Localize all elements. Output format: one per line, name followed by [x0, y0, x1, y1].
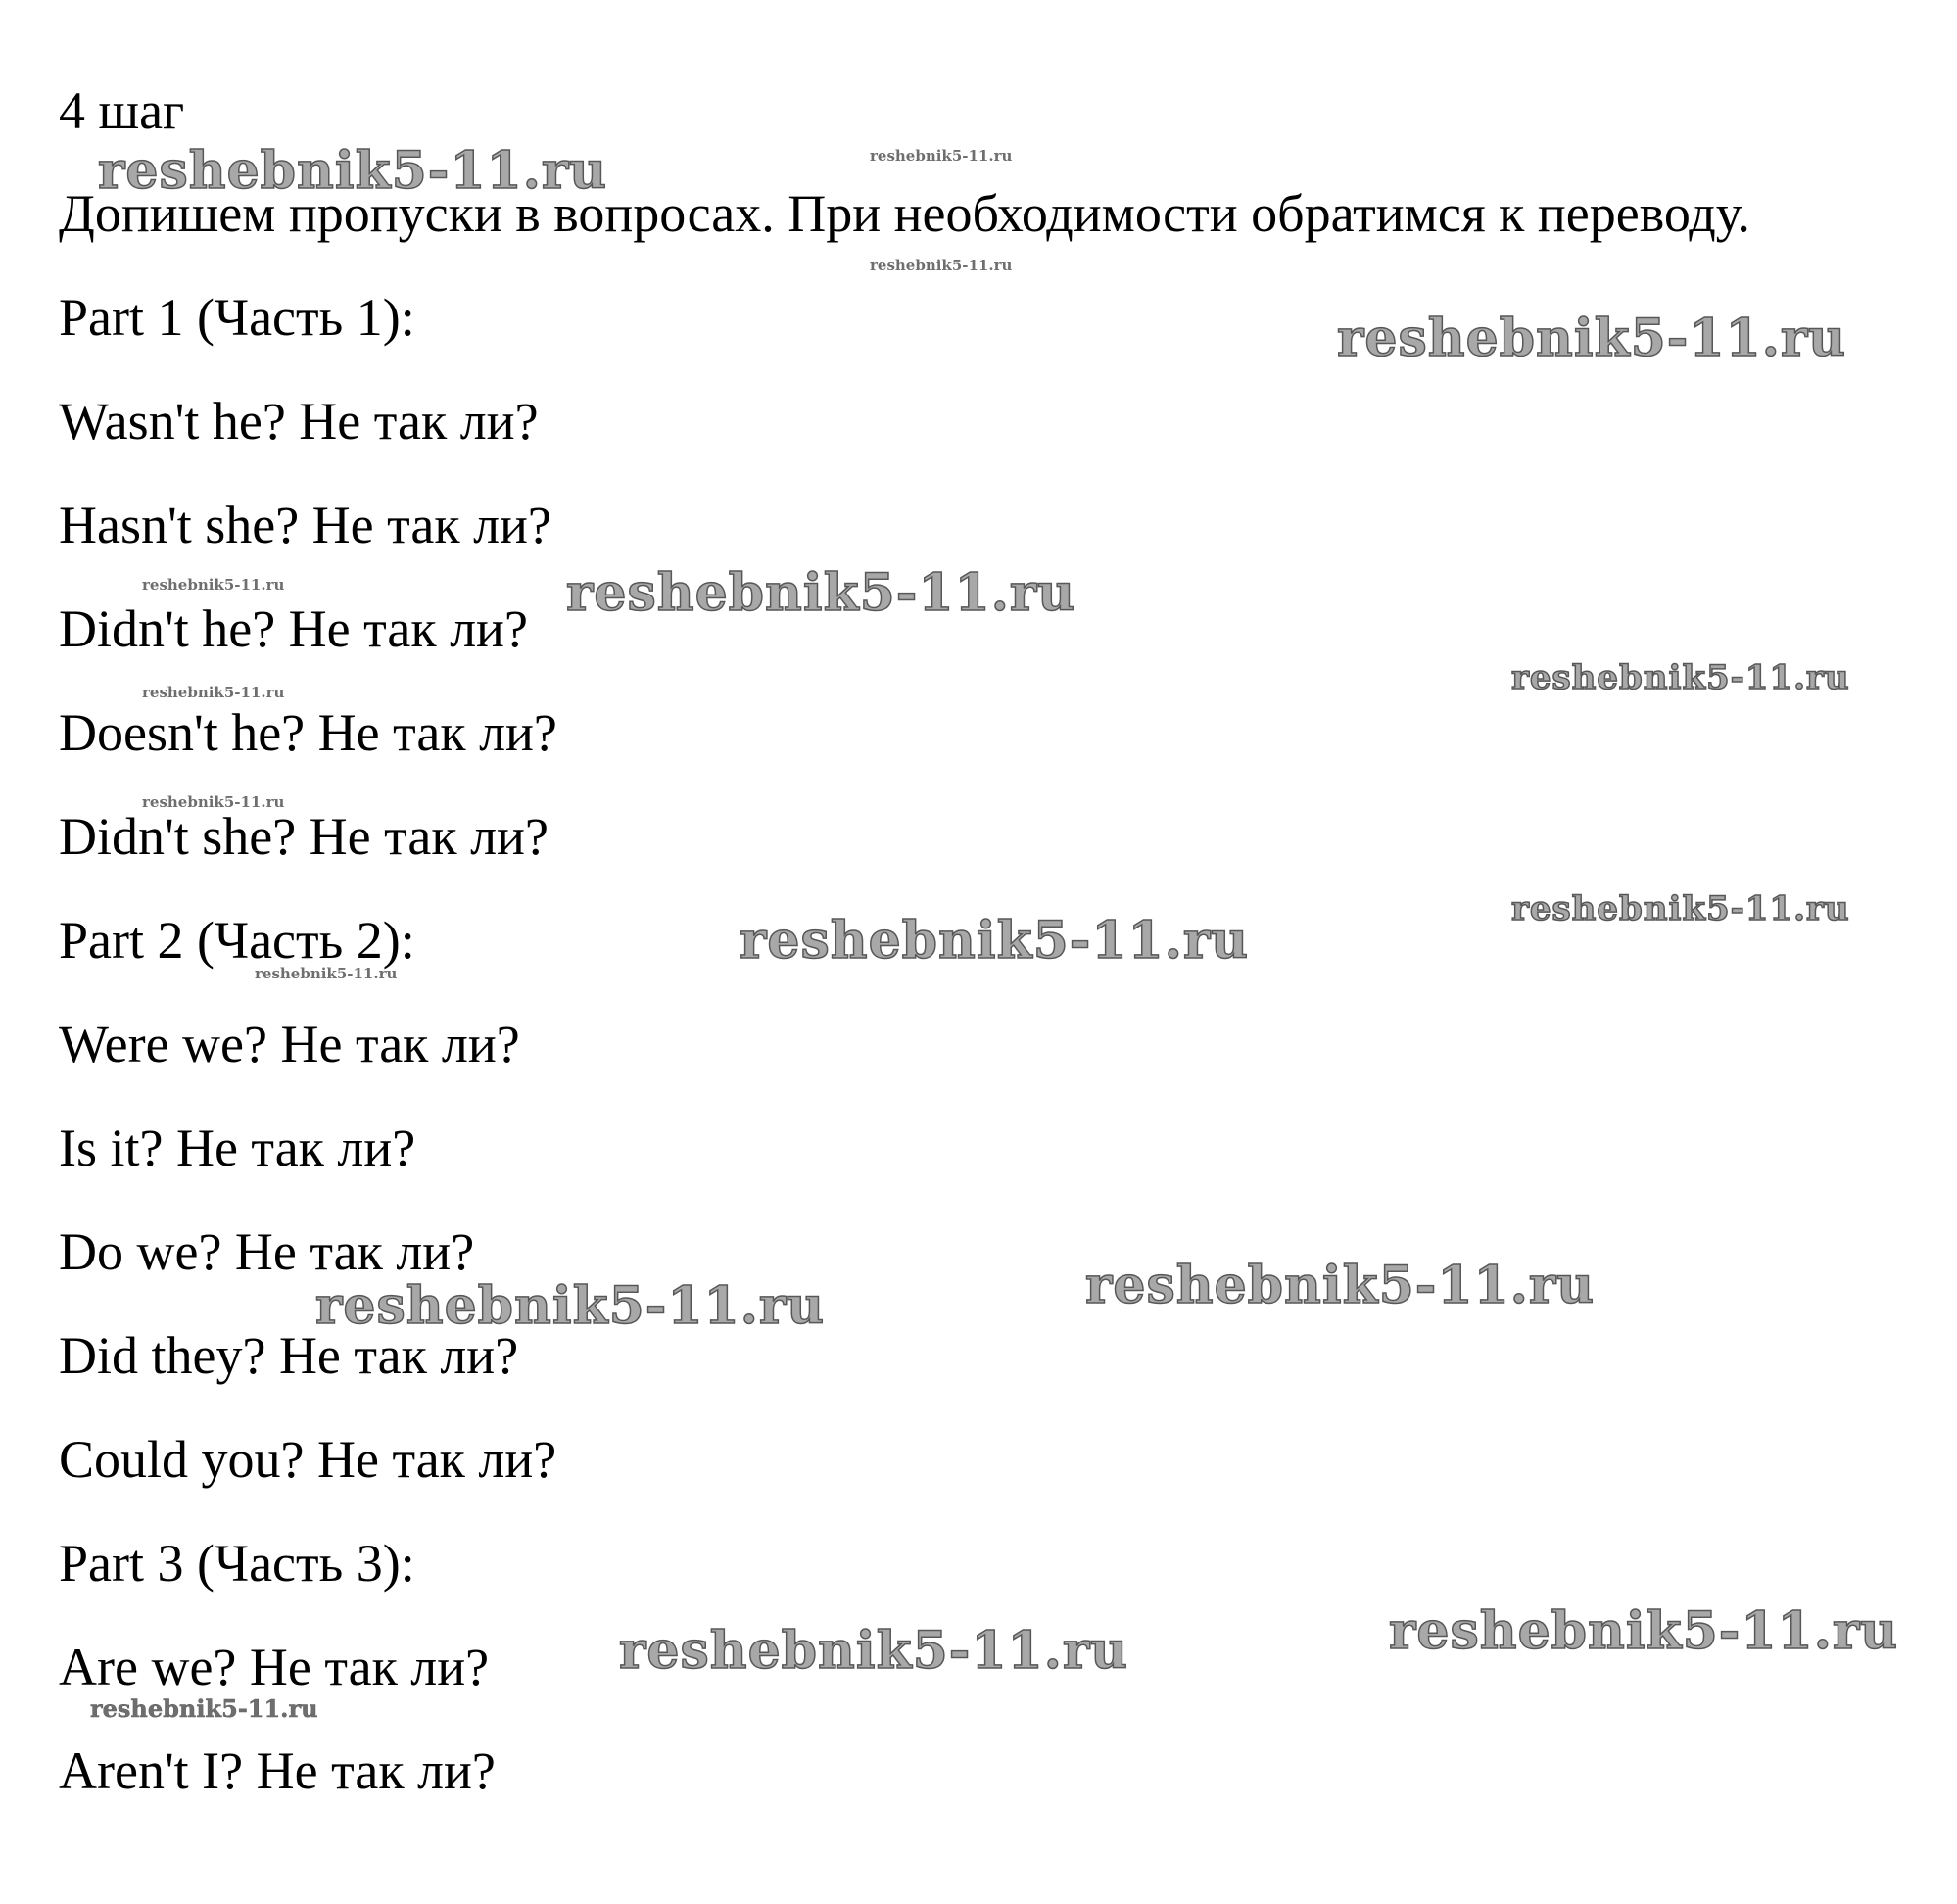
list-item: Didn't she? Не так ли?	[59, 807, 549, 866]
list-item: Do we? Не так ли?	[59, 1222, 475, 1281]
watermark: reshebnik5-11.ru	[870, 147, 1013, 165]
watermark: reshebnik5-11.ru	[740, 911, 1250, 971]
list-item: Could you? Не так ли?	[59, 1430, 557, 1489]
list-item: Doesn't he? Не так ли?	[59, 703, 557, 762]
watermark: reshebnik5-11.ru	[255, 965, 398, 982]
step-heading: 4 шаг	[59, 81, 185, 140]
watermark: reshebnik5-11.ru	[619, 1621, 1129, 1681]
list-item: Is it? Не так ли?	[59, 1119, 416, 1177]
watermark: reshebnik5-11.ru	[142, 684, 285, 701]
watermark: reshebnik5-11.ru	[142, 576, 285, 594]
part2-title: Part 2 (Часть 2):	[59, 911, 415, 970]
watermark: reshebnik5-11.ru	[566, 563, 1076, 623]
watermark: reshebnik5-11.ru	[1511, 889, 1850, 928]
list-item: Did they? Не так ли?	[59, 1326, 519, 1385]
watermark: reshebnik5-11.ru	[142, 793, 285, 811]
list-item: Didn't he? Не так ли?	[59, 599, 528, 658]
list-item: Were we? Не так ли?	[59, 1015, 520, 1073]
instruction-text: Допишем пропуски в вопросах. При необходимости обратимся к переводу.	[59, 184, 1750, 243]
watermark: reshebnik5-11.ru	[315, 1276, 826, 1336]
watermark: reshebnik5-11.ru	[90, 1694, 318, 1723]
watermark: reshebnik5-11.ru	[1337, 309, 1847, 368]
watermark: reshebnik5-11.ru	[1511, 658, 1850, 697]
watermark: reshebnik5-11.ru	[870, 257, 1013, 274]
watermark: reshebnik5-11.ru	[1085, 1256, 1596, 1315]
part3-title: Part 3 (Часть 3):	[59, 1534, 415, 1593]
list-item: Aren't I? Не так ли?	[59, 1741, 496, 1800]
part1-title: Part 1 (Часть 1):	[59, 288, 415, 347]
watermark: reshebnik5-11.ru	[1389, 1601, 1899, 1661]
watermark: reshebnik5-11.ru	[98, 141, 608, 201]
list-item: Hasn't she? Не так ли?	[59, 496, 551, 554]
list-item: Wasn't he? Не так ли?	[59, 392, 539, 451]
list-item: Are we? Не так ли?	[59, 1638, 490, 1696]
